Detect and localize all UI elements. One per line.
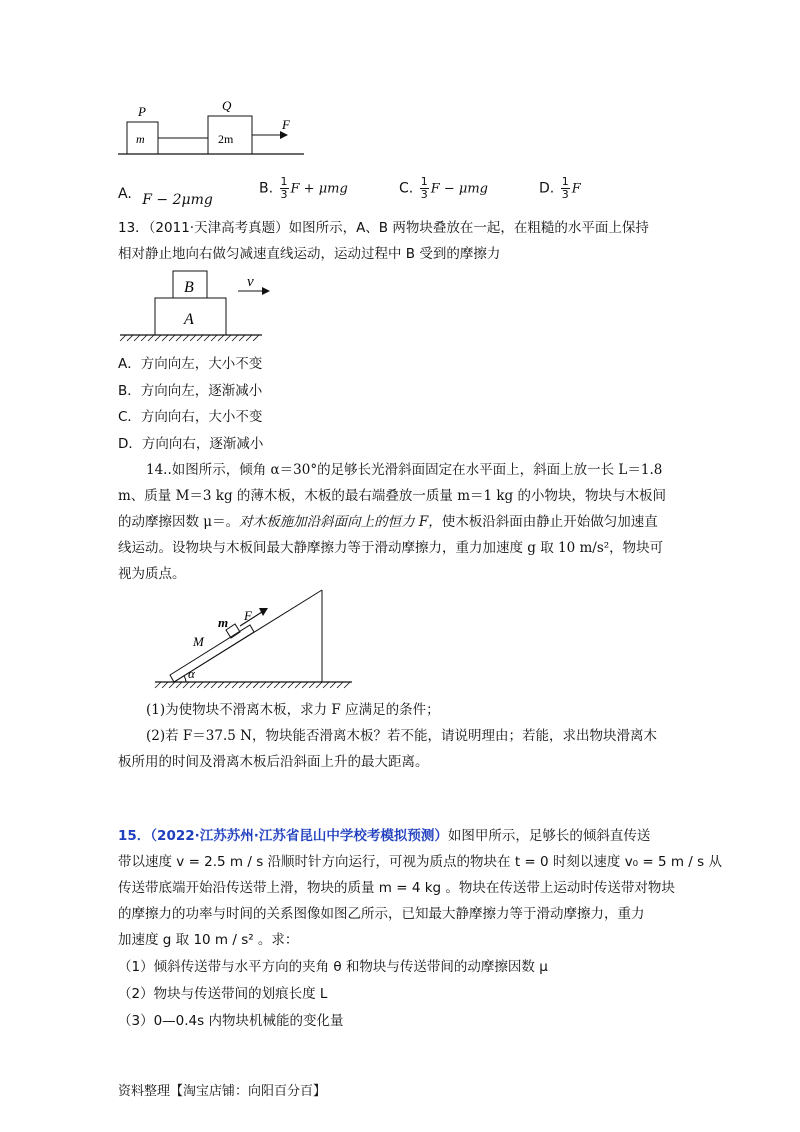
label-p: P: [138, 104, 146, 119]
q13-option-c: C．方向向右，大小不变: [118, 409, 263, 425]
frac-num: 1: [420, 175, 428, 188]
q12-option-d: [539, 176, 581, 201]
q15-line-3: 传送带底端开始沿传送带上滑，物块的质量 m = 4 kg 。物块在传送带上运动时传送带对物块: [118, 880, 675, 896]
q14-sub-1: (1)为使物块不滑离木板，求力 F 应满足的条件；: [146, 702, 440, 718]
q12-c-fraction: [420, 176, 429, 201]
q14-line-3a: 的动摩擦因数 μ＝。: [118, 514, 240, 530]
hatch-mark: [155, 682, 161, 688]
hatch-mark: [183, 335, 189, 341]
label-v: v: [247, 274, 254, 290]
q12-b-rest: F + μmg: [290, 181, 348, 197]
q13-option-a: A．方向向左，大小不变: [118, 356, 263, 372]
hatch-mark: [253, 682, 259, 688]
hatch-mark: [204, 682, 210, 688]
q14-line-3c: 使木板沿斜面由静止开始做匀加速直: [441, 514, 658, 530]
frac-den: 3: [420, 188, 428, 201]
q13-option-b: B．方向向左，逐渐减小: [118, 383, 263, 399]
label-m: m: [136, 132, 145, 146]
q15-item-3: （3）0—0.4s 内物块机械能的变化量: [118, 1013, 344, 1029]
hatch-mark: [330, 682, 336, 688]
hatch-mark: [155, 335, 161, 341]
hatch-mark: [344, 682, 350, 688]
hatch-mark: [323, 682, 329, 688]
q12-c-label: C.: [399, 180, 414, 197]
page-footer: 资料整理【淘宝店铺：向阳百分百】: [118, 1084, 327, 1099]
hatch-mark: [120, 335, 126, 341]
hatch-mark: [127, 335, 133, 341]
q12-c-rest: F − μmg: [430, 181, 488, 197]
hatch-mark: [204, 335, 210, 341]
hatch-mark: [218, 682, 224, 688]
q13-line-2: 相对静止地向右做匀减速直线运动，运动过程中 B 受到的摩擦力: [118, 246, 501, 262]
q15-line-1-rest: 如图甲所示，足够长的倾斜直传送: [447, 828, 651, 844]
q15-source: （2022·江苏苏州·江苏省昆山中学校考模拟预测）: [150, 828, 448, 844]
q13-option-d: D．方向向右，逐渐减小: [118, 436, 264, 452]
hatch-mark: [267, 682, 273, 688]
q14-sub-2a: (2)若 F＝37.5 N，物块能否滑离木板？若不能，请说明理由；若能，求出物块滑离木: [146, 728, 657, 744]
frac-num: 1: [561, 175, 569, 188]
q15-item-2: （2）物块与传送带间的划痕长度 L: [118, 986, 328, 1002]
force-arrow-head: [280, 131, 288, 139]
label-2m: 2m: [218, 132, 234, 146]
frac-den: 3: [280, 188, 288, 201]
board-m: [170, 625, 254, 682]
hatch-mark: [225, 682, 231, 688]
hatch-mark: [218, 335, 224, 341]
hatch-mark: [246, 335, 252, 341]
q15-item-1: （1）倾斜传送带与水平方向的夹角 θ 和物块与传送带间的动摩擦因数 μ: [118, 959, 548, 975]
q15-number: 15．: [118, 828, 151, 844]
hatch-mark: [274, 682, 280, 688]
figure-2: [120, 271, 270, 341]
hatch-mark: [337, 682, 343, 688]
hatch-mark: [309, 682, 315, 688]
hatch-mark: [134, 335, 140, 341]
hatch-mark: [162, 335, 168, 341]
hatch-mark: [211, 682, 217, 688]
hatch-mark: [148, 335, 154, 341]
figure-1: [118, 98, 304, 154]
q12-b-fraction: [280, 176, 289, 201]
q12-d-rest: F: [571, 181, 581, 197]
label-a: A: [184, 311, 194, 328]
hatch-mark: [197, 682, 203, 688]
q12-d-label: D.: [539, 180, 555, 197]
q15-line-5: 加速度 g 取 10 m / s² 。求：: [118, 932, 299, 948]
frac-num: 1: [280, 175, 288, 188]
q14-sub-2b: 板所用的时间及滑离木板后沿斜面上升的最大距离。: [118, 754, 429, 770]
q15-line-4: 的摩擦力的功率与时间的关系图像如图乙所示，已知最大静摩擦力等于滑动摩擦力，重力: [118, 906, 645, 922]
label-f: F: [282, 117, 290, 132]
hatch-mark: [260, 682, 266, 688]
hatch-mark: [225, 335, 231, 341]
hatch-mark: [190, 682, 196, 688]
hatch-mark: [302, 682, 308, 688]
hatch-mark: [190, 335, 196, 341]
hatch-mark: [169, 335, 175, 341]
hatch-mark: [176, 335, 182, 341]
figure-3: [155, 590, 352, 688]
q14-line-3: [118, 512, 658, 532]
q14-line-3b: 对木板施加沿斜面向上的恒力 F，: [239, 514, 442, 530]
velocity-arrow-head: [262, 287, 270, 295]
label-q: Q: [222, 98, 232, 113]
label-alpha: α: [188, 666, 195, 681]
q14-line-1: 14..如图所示，倾角 α＝30°的足够长光滑斜面固定在水平面上，斜面上放一长 L＝1.8: [146, 462, 663, 478]
q12-a-label: A.: [118, 186, 132, 202]
q14-line-5: 视为质点。: [118, 566, 186, 582]
force-f-arrow-head: [259, 608, 268, 616]
hatch-mark: [162, 682, 168, 688]
hatch-mark: [169, 682, 175, 688]
ground-hatch-2: [120, 335, 259, 341]
hatch-mark: [288, 682, 294, 688]
hatch-mark: [239, 335, 245, 341]
ground-hatch-3: [155, 682, 350, 688]
hatch-mark: [232, 682, 238, 688]
q12-b-label: B.: [259, 180, 274, 197]
hatch-mark: [141, 335, 147, 341]
hatch-mark: [316, 682, 322, 688]
hatch-mark: [253, 335, 259, 341]
q15-line-2: 带以速度 v = 2.5 m / s 沿顺时针方向运行，可视为质点的物块在 t = 0 时刻以速度 v₀ = 5 m / s 从: [118, 854, 722, 870]
q15-line-1: [118, 826, 650, 846]
q12-option-c: [399, 176, 488, 201]
q12-a-text: F − 2μmg: [142, 192, 213, 208]
hatch-mark: [183, 682, 189, 688]
hatch-mark: [246, 682, 252, 688]
label-m-big: M: [193, 634, 204, 649]
hatch-mark: [281, 682, 287, 688]
label-b: B: [184, 279, 194, 296]
frac-den: 3: [561, 188, 569, 201]
q14-line-2: m、质量 M＝3 kg 的薄木板，木板的最右端叠放一质量 m＝1 kg 的小物块，物块与木板间: [118, 488, 666, 504]
hatch-mark: [197, 335, 203, 341]
q12-option-a: [118, 184, 213, 208]
hatch-mark: [239, 682, 245, 688]
angle-arc: [184, 676, 186, 682]
hatch-mark: [295, 682, 301, 688]
label-m-small: m: [218, 615, 229, 630]
label-f3: F: [244, 608, 252, 623]
hatch-mark: [232, 335, 238, 341]
hatch-mark: [176, 682, 182, 688]
q12-option-b: [259, 176, 348, 201]
q13-line-1: 13．（2011·天津高考真题）如图所示，A、B 两物块叠放在一起，在粗糙的水平面上保持: [118, 220, 649, 236]
hatch-mark: [211, 335, 217, 341]
q14-line-4: 线运动。设物块与木板间最大静摩擦力等于滑动摩擦力，重力加速度 g 取 10 m/s²，物块可: [118, 540, 664, 556]
q12-d-fraction: [561, 176, 570, 201]
